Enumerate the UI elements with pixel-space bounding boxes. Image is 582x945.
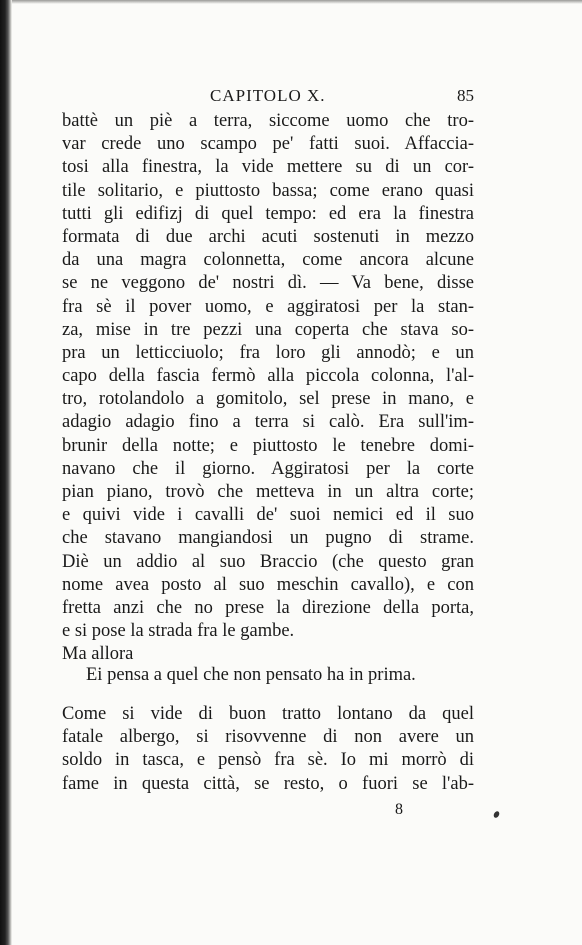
text-line: brunir della notte; e piuttosto le tenebre domi- bbox=[62, 435, 474, 456]
text-line: fatale albergo, si risovvenne di non avere un bbox=[62, 727, 474, 748]
verse-quotation: Ei pensa a quel che non pensato ha in prima. bbox=[86, 665, 416, 685]
text-line: soldo in tasca, e pensò fra sè. Io mi morrò di bbox=[62, 750, 474, 771]
text-line: navano che il giorno. Aggiratosi per la corte bbox=[62, 458, 474, 479]
text-line: za, mise in tre pezzi una coperta che stava so- bbox=[62, 319, 474, 340]
paragraph-1 bbox=[62, 110, 474, 667]
text-line: tro, rotolandolo a gomitolo, sel prese in mano, e bbox=[62, 389, 474, 410]
page-top-edge bbox=[12, 0, 582, 4]
page-number: 85 bbox=[457, 86, 474, 105]
text-line: da una magra colonnetta, come ancora alcune bbox=[62, 250, 474, 271]
running-header bbox=[62, 86, 474, 110]
text-line: che stavano mangiandosi un pugno di strame. bbox=[62, 528, 474, 549]
text-line: formata di due archi acuti sostenuti in mezzo bbox=[62, 226, 474, 247]
text-line: pra un letticciuolo; fra loro gli annodò; e un bbox=[62, 342, 474, 363]
text-line: Come si vide di buon tratto lontano da quel bbox=[62, 704, 474, 724]
ink-speck bbox=[493, 810, 501, 819]
text-line: tile solitario, e piuttosto bassa; come erano quasi bbox=[62, 180, 474, 201]
text-line: fame in questa città, se resto, o fuori se l'ab- bbox=[62, 773, 474, 794]
text-line: fretta anzi che no prese la direzione della porta, bbox=[62, 597, 474, 618]
text-line: se ne veggono de' nostri dì. — Va bene, disse bbox=[62, 273, 474, 294]
text-line: tutti gli edifizj di quel tempo: ed era la finestra bbox=[62, 203, 474, 224]
text-line: var crede uno scampo pe' fatti suoi. Affaccia- bbox=[62, 134, 474, 155]
text-line: Ma allora bbox=[62, 644, 134, 665]
text-line: e si pose la strada fra le gambe. bbox=[62, 621, 295, 642]
text-line: e quivi vide i cavalli de' suoi nemici ed il suo bbox=[62, 505, 474, 526]
text-line: capo della fascia fermò alla piccola colonna, l'al- bbox=[62, 366, 474, 387]
text-line: pian piano, trovò che metteva in un altra corte; bbox=[62, 482, 474, 502]
text-line: fra sè il pover uomo, e aggiratosi per la stan- bbox=[62, 296, 474, 317]
text-line: adagio adagio fino a terra si calò. Era sull'im- bbox=[62, 412, 474, 433]
text-line: battè un piè a terra, siccome uomo che tro- bbox=[62, 111, 474, 131]
page-binding-edge bbox=[0, 0, 12, 945]
chapter-title: CAPITOLO X. bbox=[210, 86, 326, 105]
text-line: tosi alla finestra, la vide mettere su di un cor- bbox=[62, 157, 474, 178]
text-line: nome avea posto al suo meschin cavallo), e con bbox=[62, 574, 474, 595]
paragraph-2 bbox=[62, 703, 474, 796]
signature-mark: 8 bbox=[395, 801, 403, 818]
text-line: Diè un addio al suo Braccio (che questo gran bbox=[62, 551, 474, 572]
